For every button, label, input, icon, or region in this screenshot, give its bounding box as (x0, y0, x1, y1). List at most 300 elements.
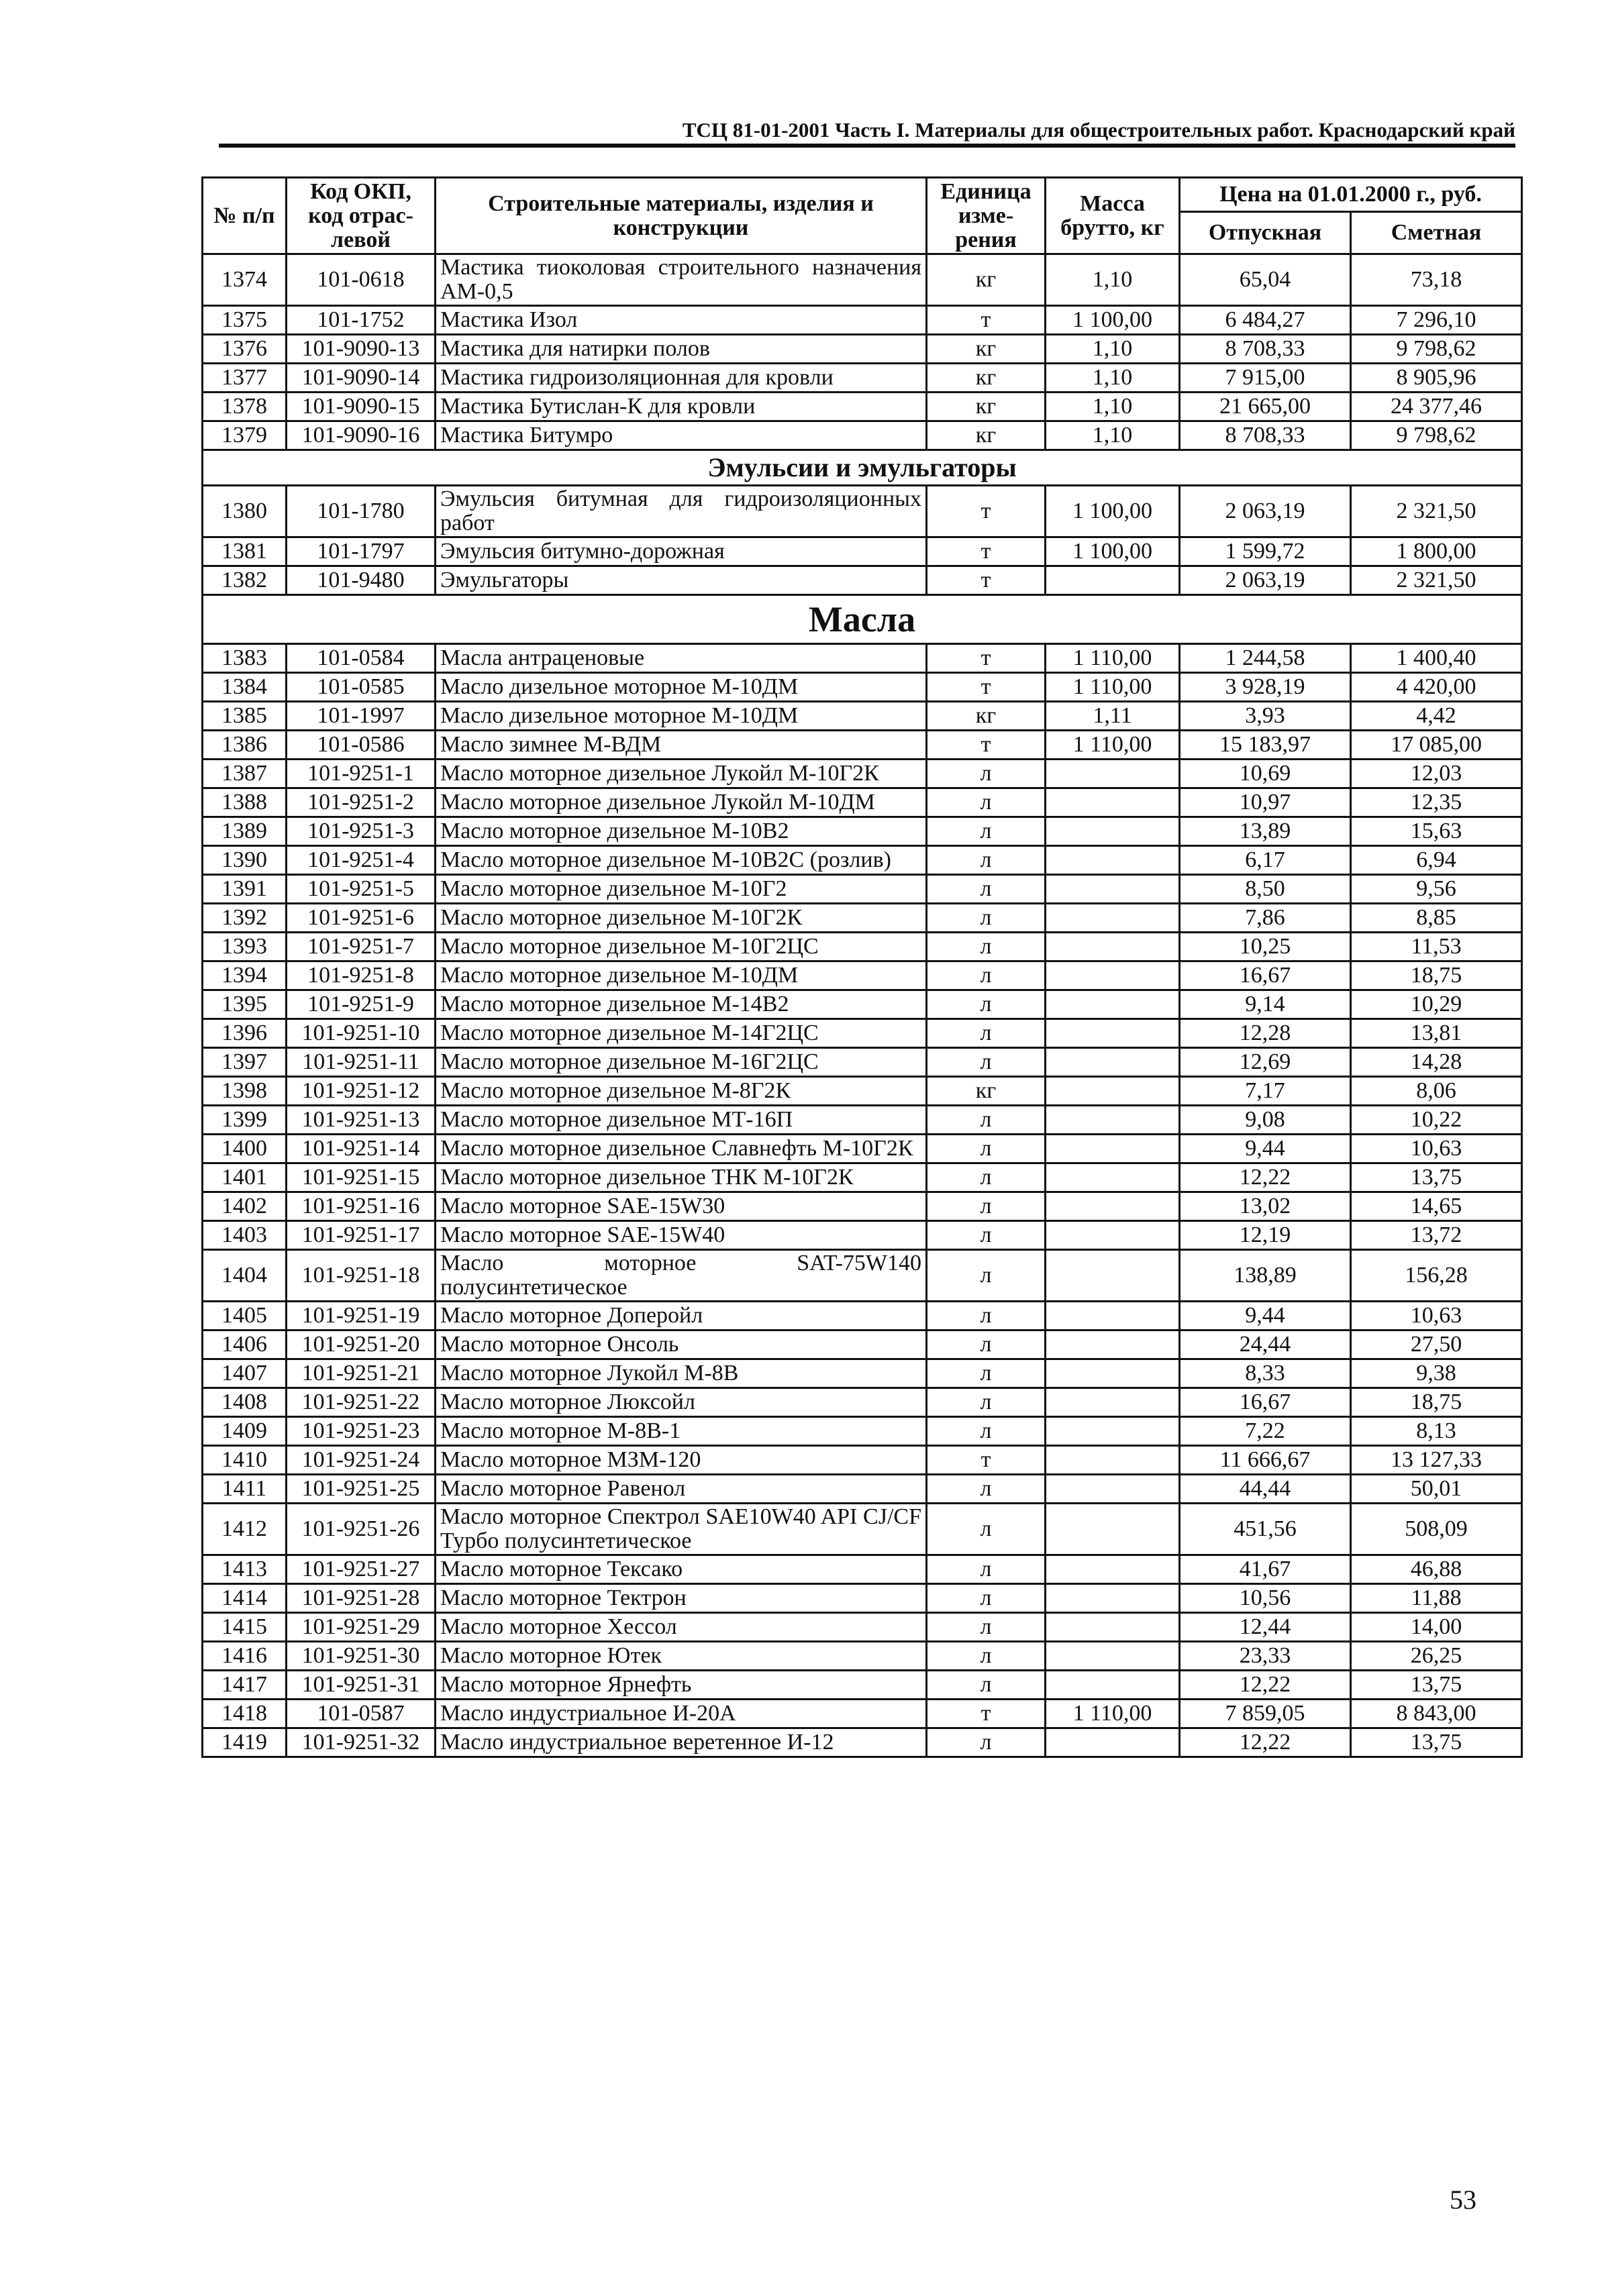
cell-mass: 1 110,00 (1046, 673, 1180, 702)
cell-code: 101-1752 (287, 306, 436, 335)
cell-price-estimate: 7 296,10 (1351, 306, 1522, 335)
cell-num: 1379 (203, 421, 287, 450)
cell-name: Мастика Битумро (436, 421, 927, 450)
cell-code: 101-9251-9 (287, 990, 436, 1019)
table-row (203, 1221, 1522, 1250)
cell-unit: л (927, 1250, 1046, 1302)
cell-unit: т (927, 1446, 1046, 1475)
price-table-container (201, 176, 1521, 1758)
cell-price-release: 21 665,00 (1180, 393, 1351, 421)
cell-price-release: 41,67 (1180, 1555, 1351, 1584)
cell-num: 1383 (203, 644, 287, 673)
cell-num: 1404 (203, 1250, 287, 1302)
col-header-price-group: Цена на 01.01.2000 г., руб. (1180, 178, 1522, 212)
cell-unit: л (927, 1163, 1046, 1192)
cell-code: 101-9251-20 (287, 1330, 436, 1359)
cell-name: Масло моторное дизельное М-14В2 (436, 990, 927, 1019)
cell-code: 101-1780 (287, 486, 436, 537)
col-header-mass: Масса брутто, кг (1046, 178, 1180, 254)
cell-price-estimate: 12,03 (1351, 760, 1522, 788)
cell-price-release: 9,44 (1180, 1302, 1351, 1330)
col-header-price-estimate: Сметная (1351, 212, 1522, 254)
cell-mass (1046, 1135, 1180, 1163)
cell-mass (1046, 1417, 1180, 1446)
cell-code: 101-9251-6 (287, 904, 436, 933)
cell-name: Масло моторное дизельное М-10В2С (розлив) (436, 846, 927, 875)
cell-price-estimate: 50,01 (1351, 1475, 1522, 1504)
cell-price-release: 3,93 (1180, 702, 1351, 731)
cell-price-release: 10,25 (1180, 933, 1351, 961)
cell-unit: т (927, 1700, 1046, 1728)
cell-mass: 1 100,00 (1046, 306, 1180, 335)
cell-mass (1046, 1504, 1180, 1555)
col-header-name: Строительные материалы, изделия и конструкции (436, 178, 927, 254)
cell-mass (1046, 1163, 1180, 1192)
table-row (203, 306, 1522, 335)
cell-mass (1046, 1642, 1180, 1671)
cell-price-estimate: 73,18 (1351, 254, 1522, 306)
cell-mass (1046, 1446, 1180, 1475)
table-row (203, 731, 1522, 760)
table-row (203, 1048, 1522, 1077)
cell-code: 101-9251-24 (287, 1446, 436, 1475)
table-row (203, 1555, 1522, 1584)
cell-mass (1046, 1555, 1180, 1584)
cell-mass (1046, 1302, 1180, 1330)
cell-price-release: 12,28 (1180, 1019, 1351, 1048)
cell-mass (1046, 1475, 1180, 1504)
section-row (203, 595, 1522, 644)
cell-price-release: 12,44 (1180, 1613, 1351, 1642)
cell-price-release: 6 484,27 (1180, 306, 1351, 335)
table-row (203, 1192, 1522, 1221)
cell-unit: л (927, 1221, 1046, 1250)
table-row (203, 1359, 1522, 1388)
cell-num: 1411 (203, 1475, 287, 1504)
table-row (203, 990, 1522, 1019)
cell-mass (1046, 1671, 1180, 1700)
cell-unit: т (927, 731, 1046, 760)
cell-num: 1403 (203, 1221, 287, 1250)
table-row (203, 846, 1522, 875)
cell-unit: л (927, 1642, 1046, 1671)
cell-price-estimate: 13,75 (1351, 1671, 1522, 1700)
cell-price-release: 12,19 (1180, 1221, 1351, 1250)
cell-unit: л (927, 1417, 1046, 1446)
cell-num: 1401 (203, 1163, 287, 1192)
table-row (203, 1250, 1522, 1302)
cell-code: 101-9251-30 (287, 1642, 436, 1671)
cell-code: 101-0618 (287, 254, 436, 306)
cell-code: 101-9090-15 (287, 393, 436, 421)
cell-num: 1376 (203, 335, 287, 364)
cell-price-release: 6,17 (1180, 846, 1351, 875)
cell-name: Масло моторное дизельное М-10ДМ (436, 961, 927, 990)
table-row (203, 486, 1522, 537)
cell-unit: л (927, 1475, 1046, 1504)
cell-price-release: 7,22 (1180, 1417, 1351, 1446)
cell-unit: л (927, 1504, 1046, 1555)
cell-price-release: 15 183,97 (1180, 731, 1351, 760)
cell-name: Масла антраценовые (436, 644, 927, 673)
table-row (203, 961, 1522, 990)
cell-mass: 1 110,00 (1046, 1700, 1180, 1728)
cell-price-release: 12,22 (1180, 1728, 1351, 1757)
cell-unit: л (927, 788, 1046, 817)
cell-unit: л (927, 846, 1046, 875)
table-row (203, 566, 1522, 595)
cell-price-estimate: 8 843,00 (1351, 1700, 1522, 1728)
cell-price-estimate: 2 321,50 (1351, 486, 1522, 537)
cell-price-estimate: 9,38 (1351, 1359, 1522, 1388)
cell-price-estimate: 4,42 (1351, 702, 1522, 731)
cell-price-release: 8,33 (1180, 1359, 1351, 1388)
cell-code: 101-9251-8 (287, 961, 436, 990)
cell-unit: л (927, 961, 1046, 990)
section-row (203, 450, 1522, 486)
cell-unit: л (927, 1359, 1046, 1388)
cell-num: 1384 (203, 673, 287, 702)
cell-mass (1046, 990, 1180, 1019)
cell-name: Масло моторное Ярнефть (436, 1671, 927, 1700)
cell-unit: л (927, 1135, 1046, 1163)
cell-mass: 1,10 (1046, 393, 1180, 421)
cell-num: 1382 (203, 566, 287, 595)
cell-num: 1406 (203, 1330, 287, 1359)
cell-unit: т (927, 306, 1046, 335)
cell-price-release: 9,44 (1180, 1135, 1351, 1163)
cell-price-estimate: 10,63 (1351, 1302, 1522, 1330)
cell-name: Эмульгаторы (436, 566, 927, 595)
cell-num: 1393 (203, 933, 287, 961)
cell-price-release: 16,67 (1180, 961, 1351, 990)
cell-unit: кг (927, 393, 1046, 421)
cell-mass (1046, 1728, 1180, 1757)
cell-price-release: 451,56 (1180, 1504, 1351, 1555)
cell-name: Масло моторное дизельное Лукойл М-10ДМ (436, 788, 927, 817)
cell-price-release: 8 708,33 (1180, 335, 1351, 364)
table-row (203, 1475, 1522, 1504)
cell-num: 1417 (203, 1671, 287, 1700)
cell-unit: кг (927, 364, 1046, 393)
cell-mass (1046, 1192, 1180, 1221)
cell-name: Масло моторное Люксойл (436, 1388, 927, 1417)
cell-name: Масло моторное Тектрон (436, 1584, 927, 1613)
cell-price-estimate: 13 127,33 (1351, 1446, 1522, 1475)
cell-price-estimate: 2 321,50 (1351, 566, 1522, 595)
cell-mass (1046, 1388, 1180, 1417)
cell-num: 1418 (203, 1700, 287, 1728)
cell-price-release: 13,89 (1180, 817, 1351, 846)
cell-price-release: 16,67 (1180, 1388, 1351, 1417)
cell-price-estimate: 13,81 (1351, 1019, 1522, 1048)
col-header-num: № п/п (203, 178, 287, 254)
cell-num: 1407 (203, 1359, 287, 1388)
cell-mass: 1 100,00 (1046, 537, 1180, 566)
cell-name: Масло моторное дизельное Лукойл М-10Г2К (436, 760, 927, 788)
cell-code: 101-9090-16 (287, 421, 436, 450)
cell-name: Масло зимнее М-ВДМ (436, 731, 927, 760)
cell-price-estimate: 14,65 (1351, 1192, 1522, 1221)
cell-price-estimate: 17 085,00 (1351, 731, 1522, 760)
cell-code: 101-0587 (287, 1700, 436, 1728)
table-row (203, 673, 1522, 702)
cell-num: 1414 (203, 1584, 287, 1613)
table-row (203, 933, 1522, 961)
cell-name: Масло моторное SAE-15W30 (436, 1192, 927, 1221)
cell-num: 1396 (203, 1019, 287, 1048)
cell-unit: л (927, 1584, 1046, 1613)
cell-code: 101-9251-27 (287, 1555, 436, 1584)
cell-price-release: 1 244,58 (1180, 644, 1351, 673)
cell-name: Масло индустриальное веретенное И-12 (436, 1728, 927, 1757)
cell-name: Масло дизельное моторное М-10ДМ (436, 673, 927, 702)
cell-code: 101-9251-2 (287, 788, 436, 817)
table-row (203, 1671, 1522, 1700)
cell-unit: л (927, 1555, 1046, 1584)
cell-price-estimate: 11,88 (1351, 1584, 1522, 1613)
cell-price-release: 7,86 (1180, 904, 1351, 933)
cell-code: 101-9251-26 (287, 1504, 436, 1555)
cell-price-release: 12,69 (1180, 1048, 1351, 1077)
cell-name: Мастика Бутислан-К для кровли (436, 393, 927, 421)
cell-mass (1046, 904, 1180, 933)
cell-price-estimate: 18,75 (1351, 1388, 1522, 1417)
cell-mass (1046, 846, 1180, 875)
cell-num: 1416 (203, 1642, 287, 1671)
cell-price-release: 7 915,00 (1180, 364, 1351, 393)
cell-price-release: 65,04 (1180, 254, 1351, 306)
cell-mass: 1,10 (1046, 254, 1180, 306)
cell-code: 101-9251-3 (287, 817, 436, 846)
table-row (203, 1613, 1522, 1642)
cell-name: Масло моторное М-8В-1 (436, 1417, 927, 1446)
table-row (203, 335, 1522, 364)
cell-code: 101-0586 (287, 731, 436, 760)
cell-num: 1410 (203, 1446, 287, 1475)
section-title: Масла (203, 595, 1522, 644)
table-row (203, 1417, 1522, 1446)
cell-num: 1385 (203, 702, 287, 731)
cell-code: 101-9251-12 (287, 1077, 436, 1106)
cell-price-estimate: 9,56 (1351, 875, 1522, 904)
cell-num: 1389 (203, 817, 287, 846)
cell-mass (1046, 1359, 1180, 1388)
cell-unit: кг (927, 335, 1046, 364)
cell-name: Масло моторное SAE-15W40 (436, 1221, 927, 1250)
table-row (203, 537, 1522, 566)
cell-mass: 1,10 (1046, 421, 1180, 450)
cell-unit: л (927, 904, 1046, 933)
cell-price-estimate: 14,00 (1351, 1613, 1522, 1642)
cell-name: Масло моторное Доперойл (436, 1302, 927, 1330)
table-row (203, 1504, 1522, 1555)
table-row (203, 1302, 1522, 1330)
cell-unit: т (927, 566, 1046, 595)
cell-mass (1046, 1330, 1180, 1359)
cell-code: 101-9251-25 (287, 1475, 436, 1504)
section-title: Эмульсии и эмульгаторы (203, 450, 1522, 486)
cell-code: 101-9251-17 (287, 1221, 436, 1250)
cell-name: Масло моторное Хессол (436, 1613, 927, 1642)
cell-name: Масло дизельное моторное М-10ДМ (436, 702, 927, 731)
cell-num: 1402 (203, 1192, 287, 1221)
cell-unit: кг (927, 702, 1046, 731)
cell-num: 1387 (203, 760, 287, 788)
cell-code: 101-9251-29 (287, 1613, 436, 1642)
cell-mass: 1,10 (1046, 364, 1180, 393)
table-row (203, 1106, 1522, 1135)
cell-code: 101-9251-21 (287, 1359, 436, 1388)
cell-num: 1380 (203, 486, 287, 537)
cell-unit: л (927, 760, 1046, 788)
cell-mass (1046, 817, 1180, 846)
cell-price-release: 9,08 (1180, 1106, 1351, 1135)
cell-code: 101-9251-18 (287, 1250, 436, 1302)
cell-unit: л (927, 1728, 1046, 1757)
cell-name: Масло моторное дизельное М-16Г2ЦС (436, 1048, 927, 1077)
col-header-unit: Единица изме-рения (927, 178, 1046, 254)
cell-mass: 1 100,00 (1046, 486, 1180, 537)
cell-price-estimate: 4 420,00 (1351, 673, 1522, 702)
cell-price-estimate: 26,25 (1351, 1642, 1522, 1671)
cell-code: 101-9251-22 (287, 1388, 436, 1417)
cell-code: 101-9251-10 (287, 1019, 436, 1048)
table-row (203, 817, 1522, 846)
cell-unit: т (927, 644, 1046, 673)
cell-price-estimate: 156,28 (1351, 1250, 1522, 1302)
cell-num: 1390 (203, 846, 287, 875)
cell-code: 101-9251-23 (287, 1417, 436, 1446)
table-row (203, 1642, 1522, 1671)
cell-name: Масло моторное Онсоль (436, 1330, 927, 1359)
cell-name: Эмульсия битумно-дорожная (436, 537, 927, 566)
cell-code: 101-9251-13 (287, 1106, 436, 1135)
cell-price-release: 13,02 (1180, 1192, 1351, 1221)
cell-unit: т (927, 673, 1046, 702)
cell-code: 101-9251-16 (287, 1192, 436, 1221)
cell-price-release: 1 599,72 (1180, 537, 1351, 566)
cell-unit: л (927, 817, 1046, 846)
table-row (203, 904, 1522, 933)
cell-code: 101-0585 (287, 673, 436, 702)
cell-unit: кг (927, 421, 1046, 450)
cell-name: Масло моторное дизельное М-10Г2К (436, 904, 927, 933)
cell-price-estimate: 13,75 (1351, 1163, 1522, 1192)
table-row (203, 760, 1522, 788)
running-header: ТСЦ 81-01-2001 Часть I. Материалы для общестроительных работ. Краснодарский край (682, 118, 1515, 142)
cell-price-estimate: 8,13 (1351, 1417, 1522, 1446)
page-number: 53 (1450, 2185, 1476, 2215)
cell-num: 1397 (203, 1048, 287, 1077)
cell-name: Масло моторное дизельное ТНК М-10Г2К (436, 1163, 927, 1192)
cell-code: 101-9251-1 (287, 760, 436, 788)
cell-mass (1046, 1106, 1180, 1135)
table-row (203, 1135, 1522, 1163)
cell-num: 1374 (203, 254, 287, 306)
cell-mass (1046, 1019, 1180, 1048)
cell-mass: 1 110,00 (1046, 731, 1180, 760)
cell-price-release: 10,56 (1180, 1584, 1351, 1613)
col-header-price-release: Отпускная (1180, 212, 1351, 254)
cell-price-estimate: 6,94 (1351, 846, 1522, 875)
cell-price-estimate: 13,75 (1351, 1728, 1522, 1757)
price-table (201, 176, 1523, 1758)
cell-price-estimate: 1 400,40 (1351, 644, 1522, 673)
cell-name: Масло моторное дизельное М-14Г2ЦС (436, 1019, 927, 1048)
cell-unit: кг (927, 254, 1046, 306)
cell-mass: 1,10 (1046, 335, 1180, 364)
col-header-code: Код ОКП, код отрас-левой (287, 178, 436, 254)
cell-price-estimate: 11,53 (1351, 933, 1522, 961)
cell-num: 1409 (203, 1417, 287, 1446)
cell-code: 101-9251-7 (287, 933, 436, 961)
cell-mass (1046, 1584, 1180, 1613)
table-row (203, 875, 1522, 904)
cell-price-release: 11 666,67 (1180, 1446, 1351, 1475)
cell-price-release: 3 928,19 (1180, 673, 1351, 702)
table-row (203, 364, 1522, 393)
table-row (203, 1077, 1522, 1106)
cell-price-release: 44,44 (1180, 1475, 1351, 1504)
cell-mass (1046, 760, 1180, 788)
cell-code: 101-0584 (287, 644, 436, 673)
table-row (203, 254, 1522, 306)
table-row (203, 1584, 1522, 1613)
cell-mass (1046, 933, 1180, 961)
cell-num: 1378 (203, 393, 287, 421)
cell-name: Масло моторное дизельное М-10В2 (436, 817, 927, 846)
cell-mass (1046, 961, 1180, 990)
cell-code: 101-9251-32 (287, 1728, 436, 1757)
cell-mass (1046, 1048, 1180, 1077)
table-row (203, 393, 1522, 421)
cell-name: Эмульсия битумная для гидроизоляционных работ (436, 486, 927, 537)
cell-price-release: 12,22 (1180, 1163, 1351, 1192)
cell-unit: л (927, 1671, 1046, 1700)
table-row (203, 1446, 1522, 1475)
cell-price-estimate: 1 800,00 (1351, 537, 1522, 566)
cell-code: 101-9251-5 (287, 875, 436, 904)
cell-price-estimate: 13,72 (1351, 1221, 1522, 1250)
cell-name: Масло моторное Спектрол SAE10W40 API CJ/CF Турбо полусинтетическое (436, 1504, 927, 1555)
cell-name: Масло моторное дизельное МТ-16П (436, 1106, 927, 1135)
cell-mass (1046, 788, 1180, 817)
cell-price-estimate: 8,06 (1351, 1077, 1522, 1106)
cell-num: 1394 (203, 961, 287, 990)
cell-num: 1381 (203, 537, 287, 566)
cell-unit: л (927, 1302, 1046, 1330)
cell-name: Масло моторное дизельное Славнефть М-10Г2К (436, 1135, 927, 1163)
cell-name: Масло моторное SAT-75W140 полусинтетическое (436, 1250, 927, 1302)
cell-price-estimate: 8 905,96 (1351, 364, 1522, 393)
cell-num: 1392 (203, 904, 287, 933)
cell-name: Мастика Изол (436, 306, 927, 335)
cell-price-estimate: 46,88 (1351, 1555, 1522, 1584)
cell-name: Масло моторное Тексако (436, 1555, 927, 1584)
cell-price-release: 12,22 (1180, 1671, 1351, 1700)
cell-price-estimate: 12,35 (1351, 788, 1522, 817)
cell-price-estimate: 10,22 (1351, 1106, 1522, 1135)
cell-price-release: 7 859,05 (1180, 1700, 1351, 1728)
cell-mass (1046, 875, 1180, 904)
cell-price-release: 24,44 (1180, 1330, 1351, 1359)
cell-price-estimate: 15,63 (1351, 817, 1522, 846)
cell-name: Масло моторное дизельное М-10Г2 (436, 875, 927, 904)
cell-num: 1405 (203, 1302, 287, 1330)
cell-code: 101-9090-13 (287, 335, 436, 364)
cell-num: 1386 (203, 731, 287, 760)
